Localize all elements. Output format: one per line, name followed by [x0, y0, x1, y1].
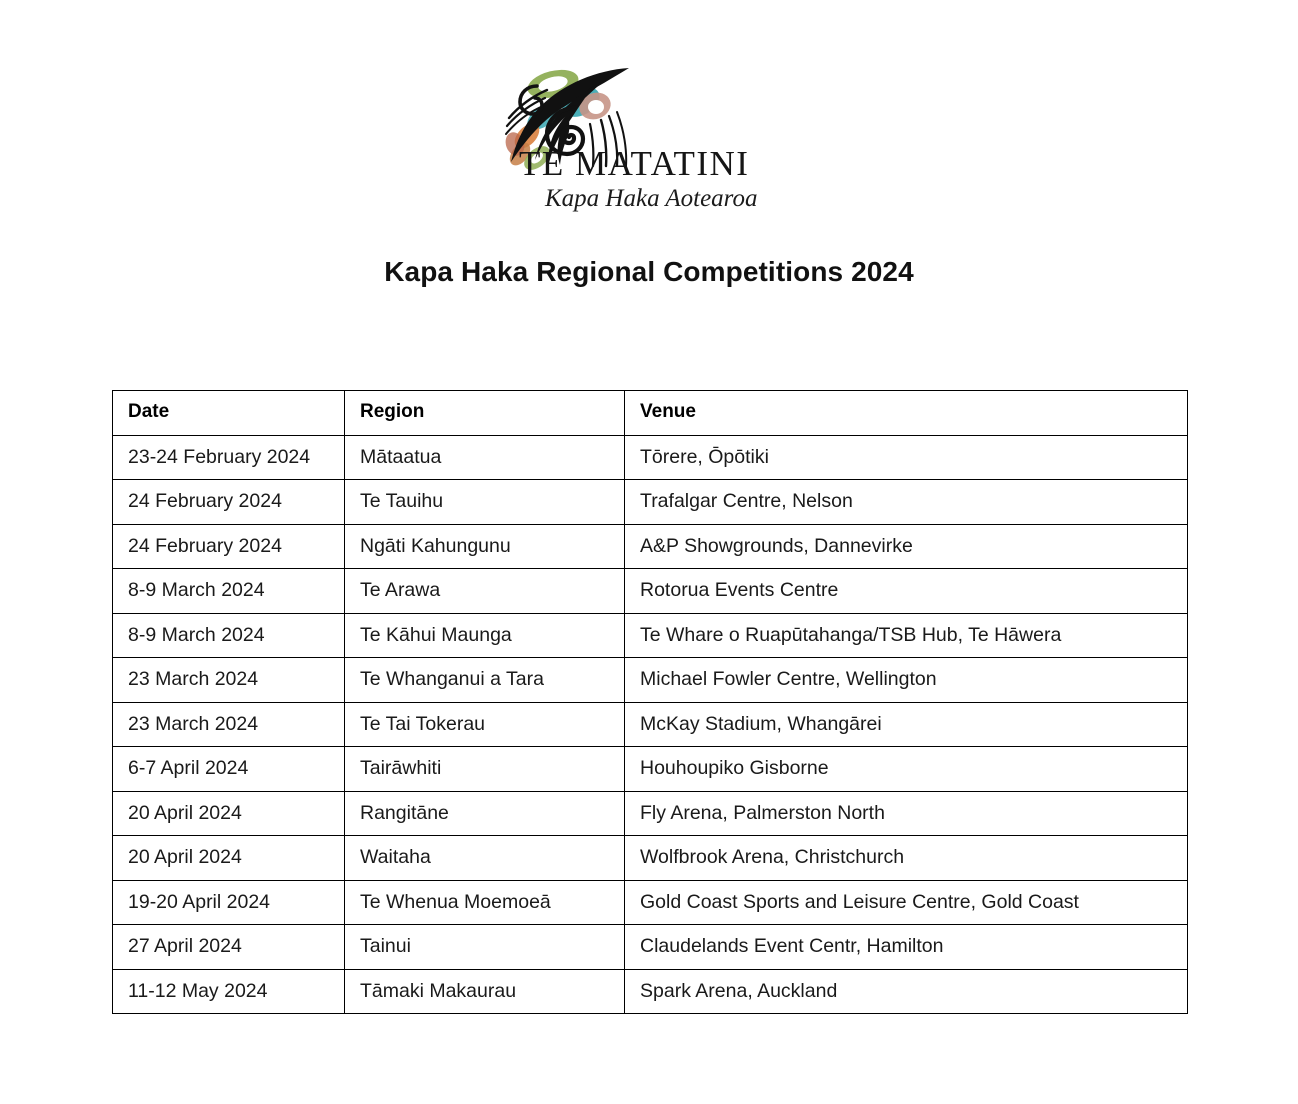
cell-date: 23 March 2024 [113, 702, 345, 747]
cell-date: 6-7 April 2024 [113, 747, 345, 792]
cell-date: 8-9 March 2024 [113, 613, 345, 658]
table-row [113, 747, 1188, 792]
table-row [113, 925, 1188, 970]
cell-region: Te Tauihu [345, 480, 625, 525]
schedule-table [112, 390, 1188, 1014]
cell-date: 11-12 May 2024 [113, 969, 345, 1014]
cell-venue: McKay Stadium, Whangārei [625, 702, 1188, 747]
cell-region: Te Arawa [345, 569, 625, 614]
table-row [113, 880, 1188, 925]
table-row [113, 791, 1188, 836]
table-row [113, 613, 1188, 658]
cell-venue: Rotorua Events Centre [625, 569, 1188, 614]
cell-venue: Michael Fowler Centre, Wellington [625, 658, 1188, 703]
page-title: Kapa Haka Regional Competitions 2024 [384, 256, 914, 287]
table-row [113, 569, 1188, 614]
table-row [113, 702, 1188, 747]
cell-date: 27 April 2024 [113, 925, 345, 970]
logo-title: TE MATATINI [519, 144, 750, 183]
logo-subtitle: Kapa Haka Aotearoa [545, 185, 758, 212]
table-row [113, 435, 1188, 480]
cell-region: Te Kāhui Maunga [345, 613, 625, 658]
cell-venue: A&P Showgrounds, Dannevirke [625, 524, 1188, 569]
cell-region: Tainui [345, 925, 625, 970]
cell-region: Tāmaki Makaurau [345, 969, 625, 1014]
column-header-date: Date [113, 391, 345, 436]
cell-venue: Trafalgar Centre, Nelson [625, 480, 1188, 525]
table-row [113, 524, 1188, 569]
te-matatini-logo [0, 62, 1298, 217]
cell-date: 20 April 2024 [113, 836, 345, 881]
schedule-table-body [113, 435, 1188, 1014]
cell-venue: Gold Coast Sports and Leisure Centre, Gold Coast [625, 880, 1188, 925]
table-row [113, 480, 1188, 525]
cell-venue: Wolfbrook Arena, Christchurch [625, 836, 1188, 881]
cell-venue: Te Whare o Ruapūtahanga/TSB Hub, Te Hāwera [625, 613, 1188, 658]
cell-venue: Claudelands Event Centr, Hamilton [625, 925, 1188, 970]
cell-date: 20 April 2024 [113, 791, 345, 836]
cell-date: 23-24 February 2024 [113, 435, 345, 480]
cell-date: 19-20 April 2024 [113, 880, 345, 925]
cell-region: Te Whenua Moemoeā [345, 880, 625, 925]
column-header-venue: Venue [625, 391, 1188, 436]
cell-region: Ngāti Kahungunu [345, 524, 625, 569]
cell-region: Te Tai Tokerau [345, 702, 625, 747]
cell-venue: Spark Arena, Auckland [625, 969, 1188, 1014]
cell-region: Te Whanganui a Tara [345, 658, 625, 703]
cell-venue: Houhoupiko Gisborne [625, 747, 1188, 792]
table-row [113, 658, 1188, 703]
table-header-row [113, 391, 1188, 436]
cell-region: Mātaatua [345, 435, 625, 480]
cell-date: 24 February 2024 [113, 480, 345, 525]
cell-date: 8-9 March 2024 [113, 569, 345, 614]
cell-date: 23 March 2024 [113, 658, 345, 703]
column-header-region: Region [345, 391, 625, 436]
cell-region: Rangitāne [345, 791, 625, 836]
cell-venue: Tōrere, Ōpōtiki [625, 435, 1188, 480]
table-row [113, 969, 1188, 1014]
cell-date: 24 February 2024 [113, 524, 345, 569]
cell-region: Tairāwhiti [345, 747, 625, 792]
cell-venue: Fly Arena, Palmerston North [625, 791, 1188, 836]
table-row [113, 836, 1188, 881]
cell-region: Waitaha [345, 836, 625, 881]
schedule-table-container [112, 390, 1187, 1014]
